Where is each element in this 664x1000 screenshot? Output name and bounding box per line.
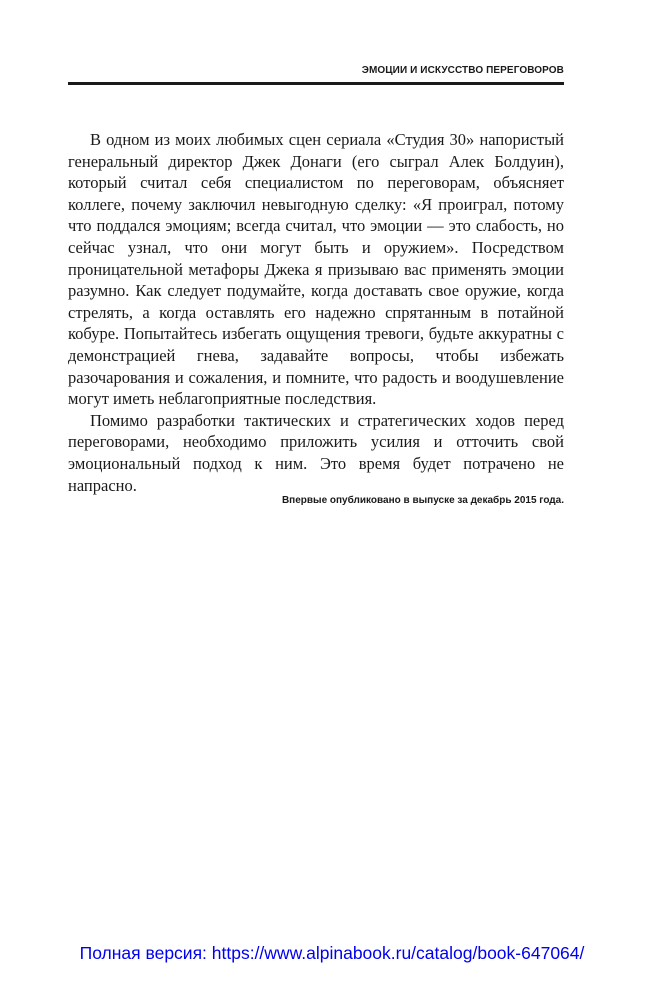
article-body [68,129,564,496]
paragraph-2: Помимо разработки тактических и стратегических ходов перед переговорами, необходимо приложить усилия и отточить свой эмоциональный подход к ним. Это время будет потрачено не напрасно. [68,410,564,495]
running-header: ЭМОЦИИ И ИСКУССТВО ПЕРЕГОВОРОВ [361,65,564,76]
full-version-link[interactable]: Полная версия: https://www.alpinabook.ru/catalog/book-647064/ [79,943,585,963]
header-rule [68,82,564,85]
publication-note: Впервые опубликовано в выпуске за декабрь 2015 года. [281,495,564,506]
paragraph-1: В одном из моих любимых сцен сериала «Студия 30» напористый генеральный директор Джек Донаги (его сыграл Алек Болдуин), который считал себя специалистом по переговорам, объясняет коллеге, почему заключил невыгодную сделку: «Я проиграл, потому что поддался эмоциям; всегда считал, что эмоции — это слабость, но сейчас узнал, что они могут быть и оружием». Посредством проницательной метафоры Джека я призываю вас применять эмоции разумно. Как следует подумайте, когда доставать свое оружие, когда стрелять, а когда оставлять его надежно спрятанным в потайной кобуре. Попытайтесь избегать ощущения тревоги, будьте аккуратны с демонстрацией гнева, задавайте вопросы, чтобы избежать разочарования и сожаления, и помните, что радость и воодушевление могут иметь неблагоприятные последствия. [68,130,564,409]
